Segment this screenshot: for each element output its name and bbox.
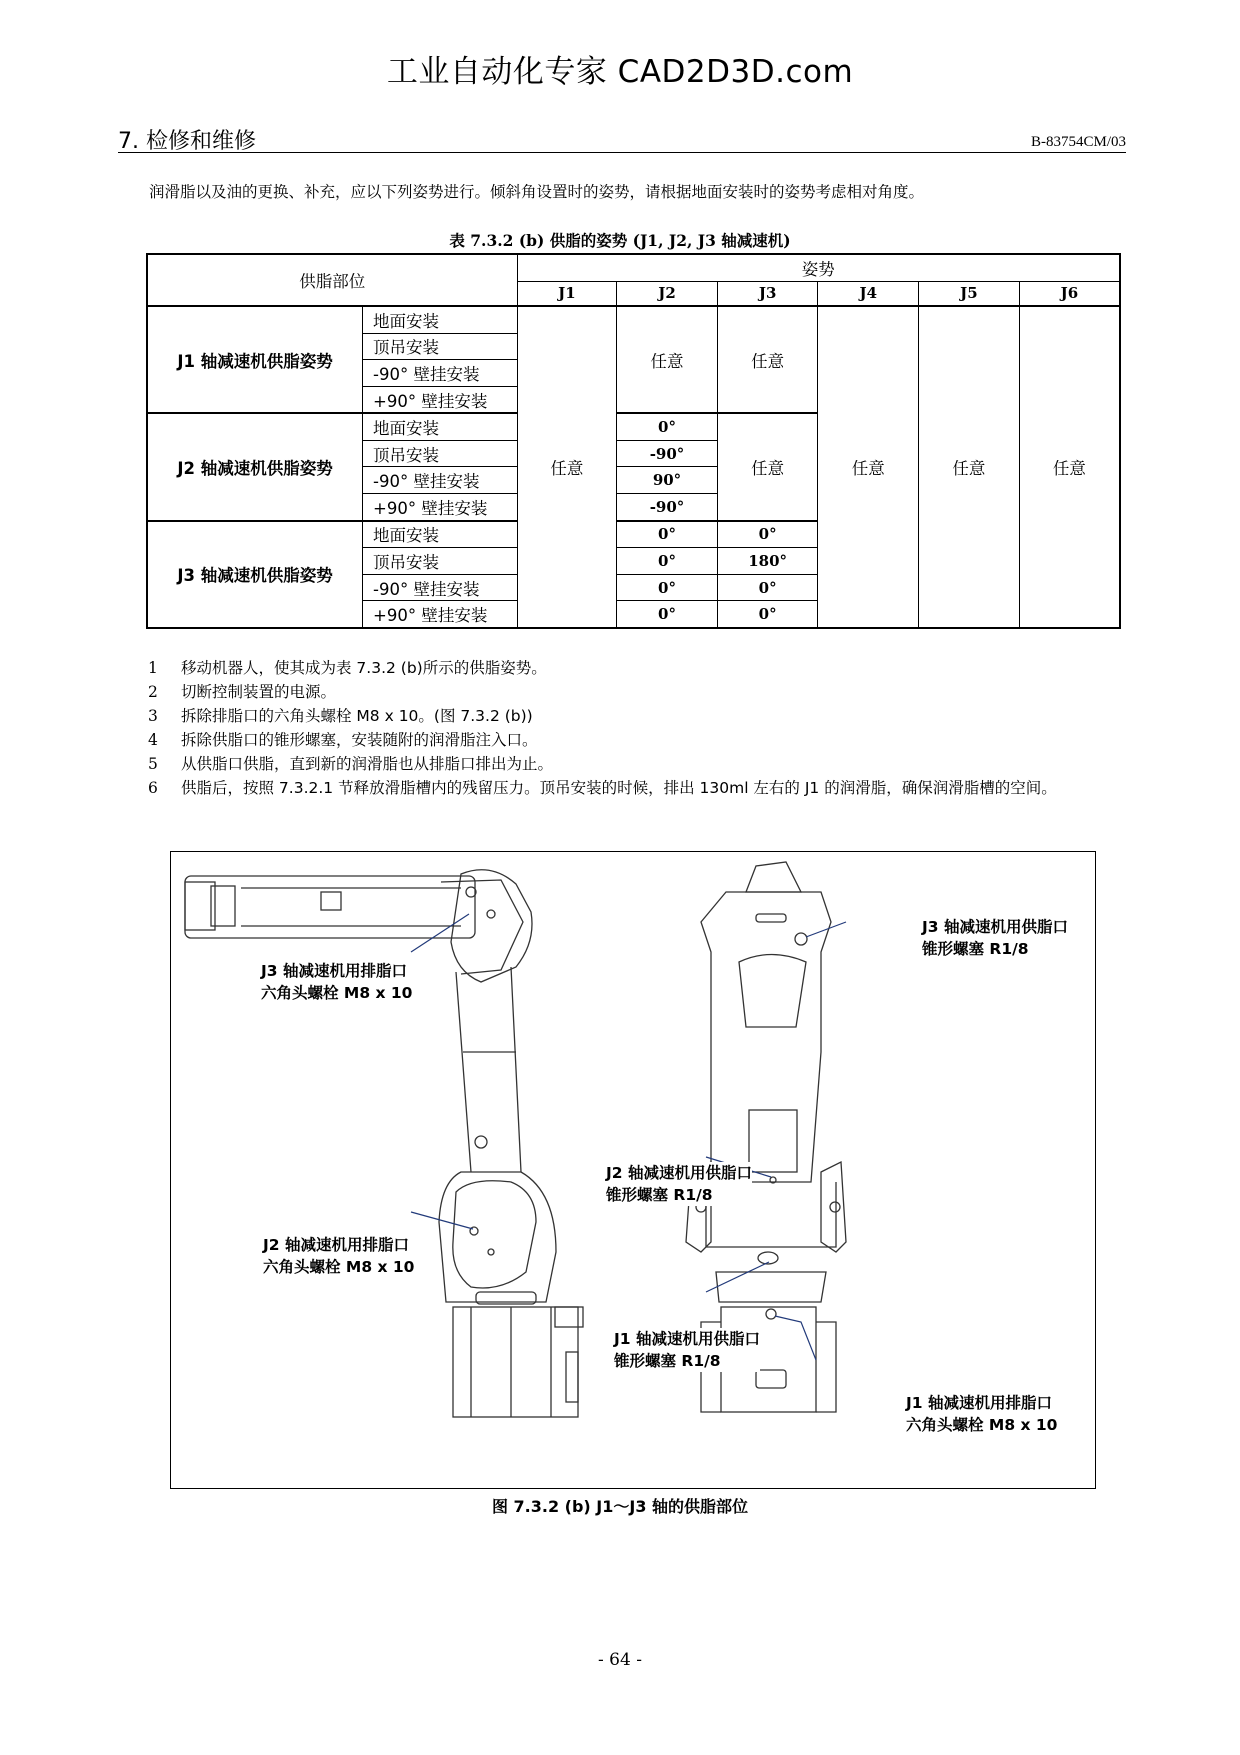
callout-line: J1 轴减速机用排脂口 xyxy=(906,1394,1052,1412)
j3-cell: 0° xyxy=(717,521,818,548)
j2-cell: 90° xyxy=(617,467,718,494)
callout-line: J1 轴减速机用供脂口 xyxy=(614,1330,760,1348)
mount-cell: 地面安装 xyxy=(363,306,518,333)
callout-j2-supply xyxy=(606,1162,752,1206)
callout-line: J2 轴减速机用排脂口 xyxy=(263,1236,409,1254)
j3-cell: 任意 xyxy=(717,413,818,520)
mount-cell: 顶吊安装 xyxy=(363,440,518,467)
callout-j3-supply xyxy=(922,916,1068,960)
j6-cell: 任意 xyxy=(1019,306,1120,628)
j2-cell: 0° xyxy=(617,521,718,548)
callout-line: J3 轴减速机用供脂口 xyxy=(922,918,1068,936)
axis-header: J1 xyxy=(517,281,617,306)
callout-j1-supply xyxy=(614,1328,760,1372)
step-text: 拆除排脂口的六角头螺栓 M8 x 10。(图 7.3.2 (b)) xyxy=(181,707,533,725)
list-item xyxy=(148,656,1128,680)
group-label: J1 轴减速机供脂姿势 xyxy=(147,306,363,413)
step-number: 6 xyxy=(148,779,158,797)
intro-paragraph: 润滑脂以及油的更换、补充，应以下列姿势进行。倾斜角设置时的姿势，请根据地面安装时的姿势考虑相对角度。 xyxy=(149,183,925,201)
j3-cell: 0° xyxy=(717,601,818,628)
callout-j3-drain xyxy=(261,960,412,1004)
mount-cell: 地面安装 xyxy=(363,521,518,548)
callout-line: 六角头螺栓 M8 x 10 xyxy=(261,984,413,1002)
step-text: 从供脂口供脂，直到新的润滑脂也从排脂口排出为止。 xyxy=(181,755,554,773)
mount-cell: 顶吊安装 xyxy=(363,548,518,575)
j3-cell: 180° xyxy=(717,548,818,575)
callout-line: J3 轴减速机用排脂口 xyxy=(261,962,407,980)
callout-line: 锥形螺塞 R1/8 xyxy=(606,1186,713,1204)
robot-side-view xyxy=(185,870,583,1417)
mount-cell: -90° 壁挂安装 xyxy=(363,467,518,494)
header-grease-location: 供脂部位 xyxy=(147,254,517,306)
figure-caption: 图 7.3.2 (b) J1～J3 轴的供脂部位 xyxy=(491,1497,749,1516)
step-number: 1 xyxy=(148,659,158,677)
section-title: 7. 检修和维修 xyxy=(118,129,256,154)
j2-cell: 0° xyxy=(617,601,718,628)
mount-cell: +90° 壁挂安装 xyxy=(363,494,518,521)
list-item xyxy=(148,776,1128,800)
step-number: 3 xyxy=(148,707,158,725)
mount-cell: +90° 壁挂安装 xyxy=(363,601,518,628)
step-number: 4 xyxy=(148,731,158,749)
mount-cell: 地面安装 xyxy=(363,413,518,440)
figure-frame xyxy=(170,851,1096,1489)
axis-header: J2 xyxy=(617,281,718,306)
list-item xyxy=(148,704,1128,728)
j2-cell: 0° xyxy=(617,413,718,440)
watermark: 工业自动化专家 CAD2D3D.com xyxy=(386,54,854,90)
step-number: 5 xyxy=(148,755,158,773)
callout-j2-drain xyxy=(263,1234,414,1278)
j3-cell: 任意 xyxy=(717,306,818,413)
j2-cell: 任意 xyxy=(617,306,718,413)
callout-line: 锥形螺塞 R1/8 xyxy=(614,1352,721,1370)
step-text: 供脂后，按照 7.3.2.1 节释放滑脂槽内的残留压力。顶吊安装的时候，排出 130ml 左右的 J1 的润滑脂，确保润滑脂槽的空间。 xyxy=(181,779,1057,797)
mount-cell: -90° 壁挂安装 xyxy=(363,574,518,601)
axis-header: J3 xyxy=(717,281,818,306)
j2-cell: -90° xyxy=(617,494,718,521)
step-text: 切断控制装置的电源。 xyxy=(181,683,337,701)
doc-number: B-83754CM/03 xyxy=(1030,134,1126,150)
list-item xyxy=(148,728,1128,752)
j3-cell: 0° xyxy=(717,574,818,601)
step-number: 2 xyxy=(148,683,158,701)
list-item xyxy=(148,680,1128,704)
callout-j1-drain xyxy=(906,1392,1057,1436)
axis-header: J6 xyxy=(1019,281,1120,306)
mount-cell: +90° 壁挂安装 xyxy=(363,386,518,413)
j1-cell: 任意 xyxy=(517,306,617,628)
callout-line: J2 轴减速机用供脂口 xyxy=(606,1164,752,1182)
mount-cell: 顶吊安装 xyxy=(363,333,518,360)
header-posture: 姿势 xyxy=(517,254,1120,281)
j2-cell: -90° xyxy=(617,440,718,467)
step-text: 拆除供脂口的锥形螺塞，安装随附的润滑脂注入口。 xyxy=(181,731,538,749)
group-label: J2 轴减速机供脂姿势 xyxy=(147,413,363,520)
header-rule xyxy=(118,152,1126,153)
j2-cell: 0° xyxy=(617,548,718,575)
callout-line: 锥形螺塞 R1/8 xyxy=(922,940,1029,958)
mount-cell: -90° 壁挂安装 xyxy=(363,360,518,387)
table-caption: 表 7.3.2 (b) 供脂的姿势 (J1, J2, J3 轴减速机) xyxy=(449,231,791,250)
j5-cell: 任意 xyxy=(919,306,1020,628)
leader-lines xyxy=(411,914,846,1360)
callout-line: 六角头螺栓 M8 x 10 xyxy=(263,1258,415,1276)
group-label: J3 轴减速机供脂姿势 xyxy=(147,521,363,628)
axis-header: J5 xyxy=(919,281,1020,306)
callout-line: 六角头螺栓 M8 x 10 xyxy=(906,1416,1058,1434)
page-number: - 64 - xyxy=(598,1650,642,1670)
j2-cell: 0° xyxy=(617,574,718,601)
j4-cell: 任意 xyxy=(818,306,919,628)
axis-header: J4 xyxy=(818,281,919,306)
grease-posture-table xyxy=(146,253,1121,629)
procedure-steps xyxy=(148,656,1128,800)
list-item xyxy=(148,752,1128,776)
step-text: 移动机器人，使其成为表 7.3.2 (b)所示的供脂姿势。 xyxy=(181,659,547,677)
